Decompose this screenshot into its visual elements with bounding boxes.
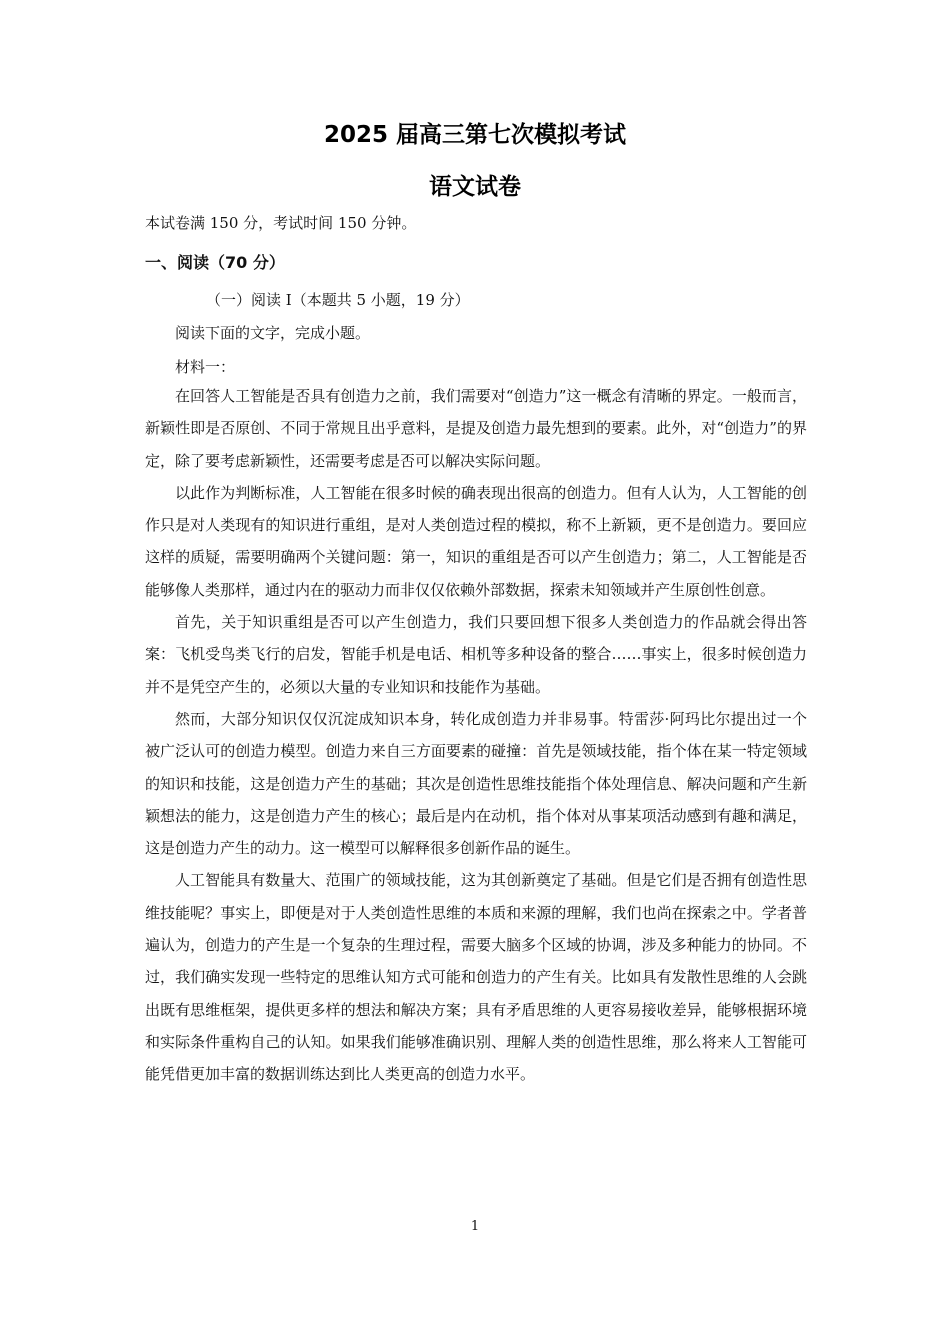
section-heading: 一、阅读（70 分） — [145, 253, 285, 272]
section-subheading: （一）阅读 I（本题共 5 小题，19 分） — [206, 291, 470, 309]
passage-paragraph: 首先，关于知识重组是否可以产生创造力，我们只要回想下很多人类创造力的作品就会得出答案：飞机受鸟类飞行的启发，智能手机是电话、相机等多种设备的整合……事实上，很多时候创造力并不是凭空产生的，必须以大量的专业知识和技能作为基础。 — [145, 613, 807, 696]
reading-passage — [145, 380, 807, 1091]
passage-paragraph: 然而，大部分知识仅仅沉淀成知识本身，转化成创造力并非易事。特雷莎·阿玛比尔提出过一个被广泛认可的创造力模型。创造力来自三方面要素的碰撞：首先是领域技能，指个体在某一特定领域的知识和技能，这是创造力产生的基础；其次是创造性思维技能指个体处理信息、解决问题和产生新颖想法的能力，这是创造力产生的核心；最后是内在动机，指个体对从事某项活动感到有趣和满足，这是创造力产生的动力。这一模型可以解释很多创新作品的诞生。 — [145, 709, 807, 858]
passage-paragraph: 以此作为判断标准，人工智能在很多时候的确表现出很高的创造力。但有人认为，人工智能的创作只是对人类现有的知识进行重组，是对人类创造过程的模拟，称不上新颖，更不是创造力。要回应这样的质疑，需要明确两个关键问题：第一，知识的重组是否可以产生创造力；第二，人工智能是否能够像人类那样，通过内在的驱动力而非仅仅依赖外部数据，探索未知领域并产生原创性创意。 — [145, 483, 807, 599]
exam-intro: 本试卷满 150 分，考试时间 150 分钟。 — [145, 214, 417, 232]
material-label: 材料一： — [175, 358, 236, 376]
reading-instruction: 阅读下面的文字，完成小题。 — [175, 324, 371, 342]
passage-paragraph: 人工智能具有数量大、范围广的领域技能，这为其创新奠定了基础。但是它们是否拥有创造性思维技能呢？事实上，即便是对于人类创造性思维的本质和来源的理解，我们也尚在探索之中。学者普遍认为，创造力的产生是一个复杂的生理过程，需要大脑多个区域的协调，涉及多种能力的协同。不过，我们确实发现一些特定的思维认知方式可能和创造力的产生有关。比如具有发散性思维的人会跳出既有思维框架，提供更多样的想法和解决方案；具有矛盾思维的人更容易接收差异，能够根据环境和实际条件重构自己的认知。如果我们能够准确识别、理解人类的创造性思维，那么将来人工智能可能凭借更加丰富的数据训练达到比人类更高的创造力水平。 — [145, 871, 807, 1084]
exam-title: 2025 届高三第七次模拟考试 — [323, 122, 627, 148]
exam-subtitle: 语文试卷 — [429, 174, 521, 200]
page-number: 1 — [470, 1219, 480, 1234]
passage-paragraph: 在回答人工智能是否具有创造力之前，我们需要对“创造力”这一概念有清晰的界定。一般而言，新颖性即是否原创、不同于常规且出乎意料，是提及创造力最先想到的要素。此外，对“创造力”的界定，除了要考虑新颖性，还需要考虑是否可以解决实际问题。 — [145, 387, 807, 470]
